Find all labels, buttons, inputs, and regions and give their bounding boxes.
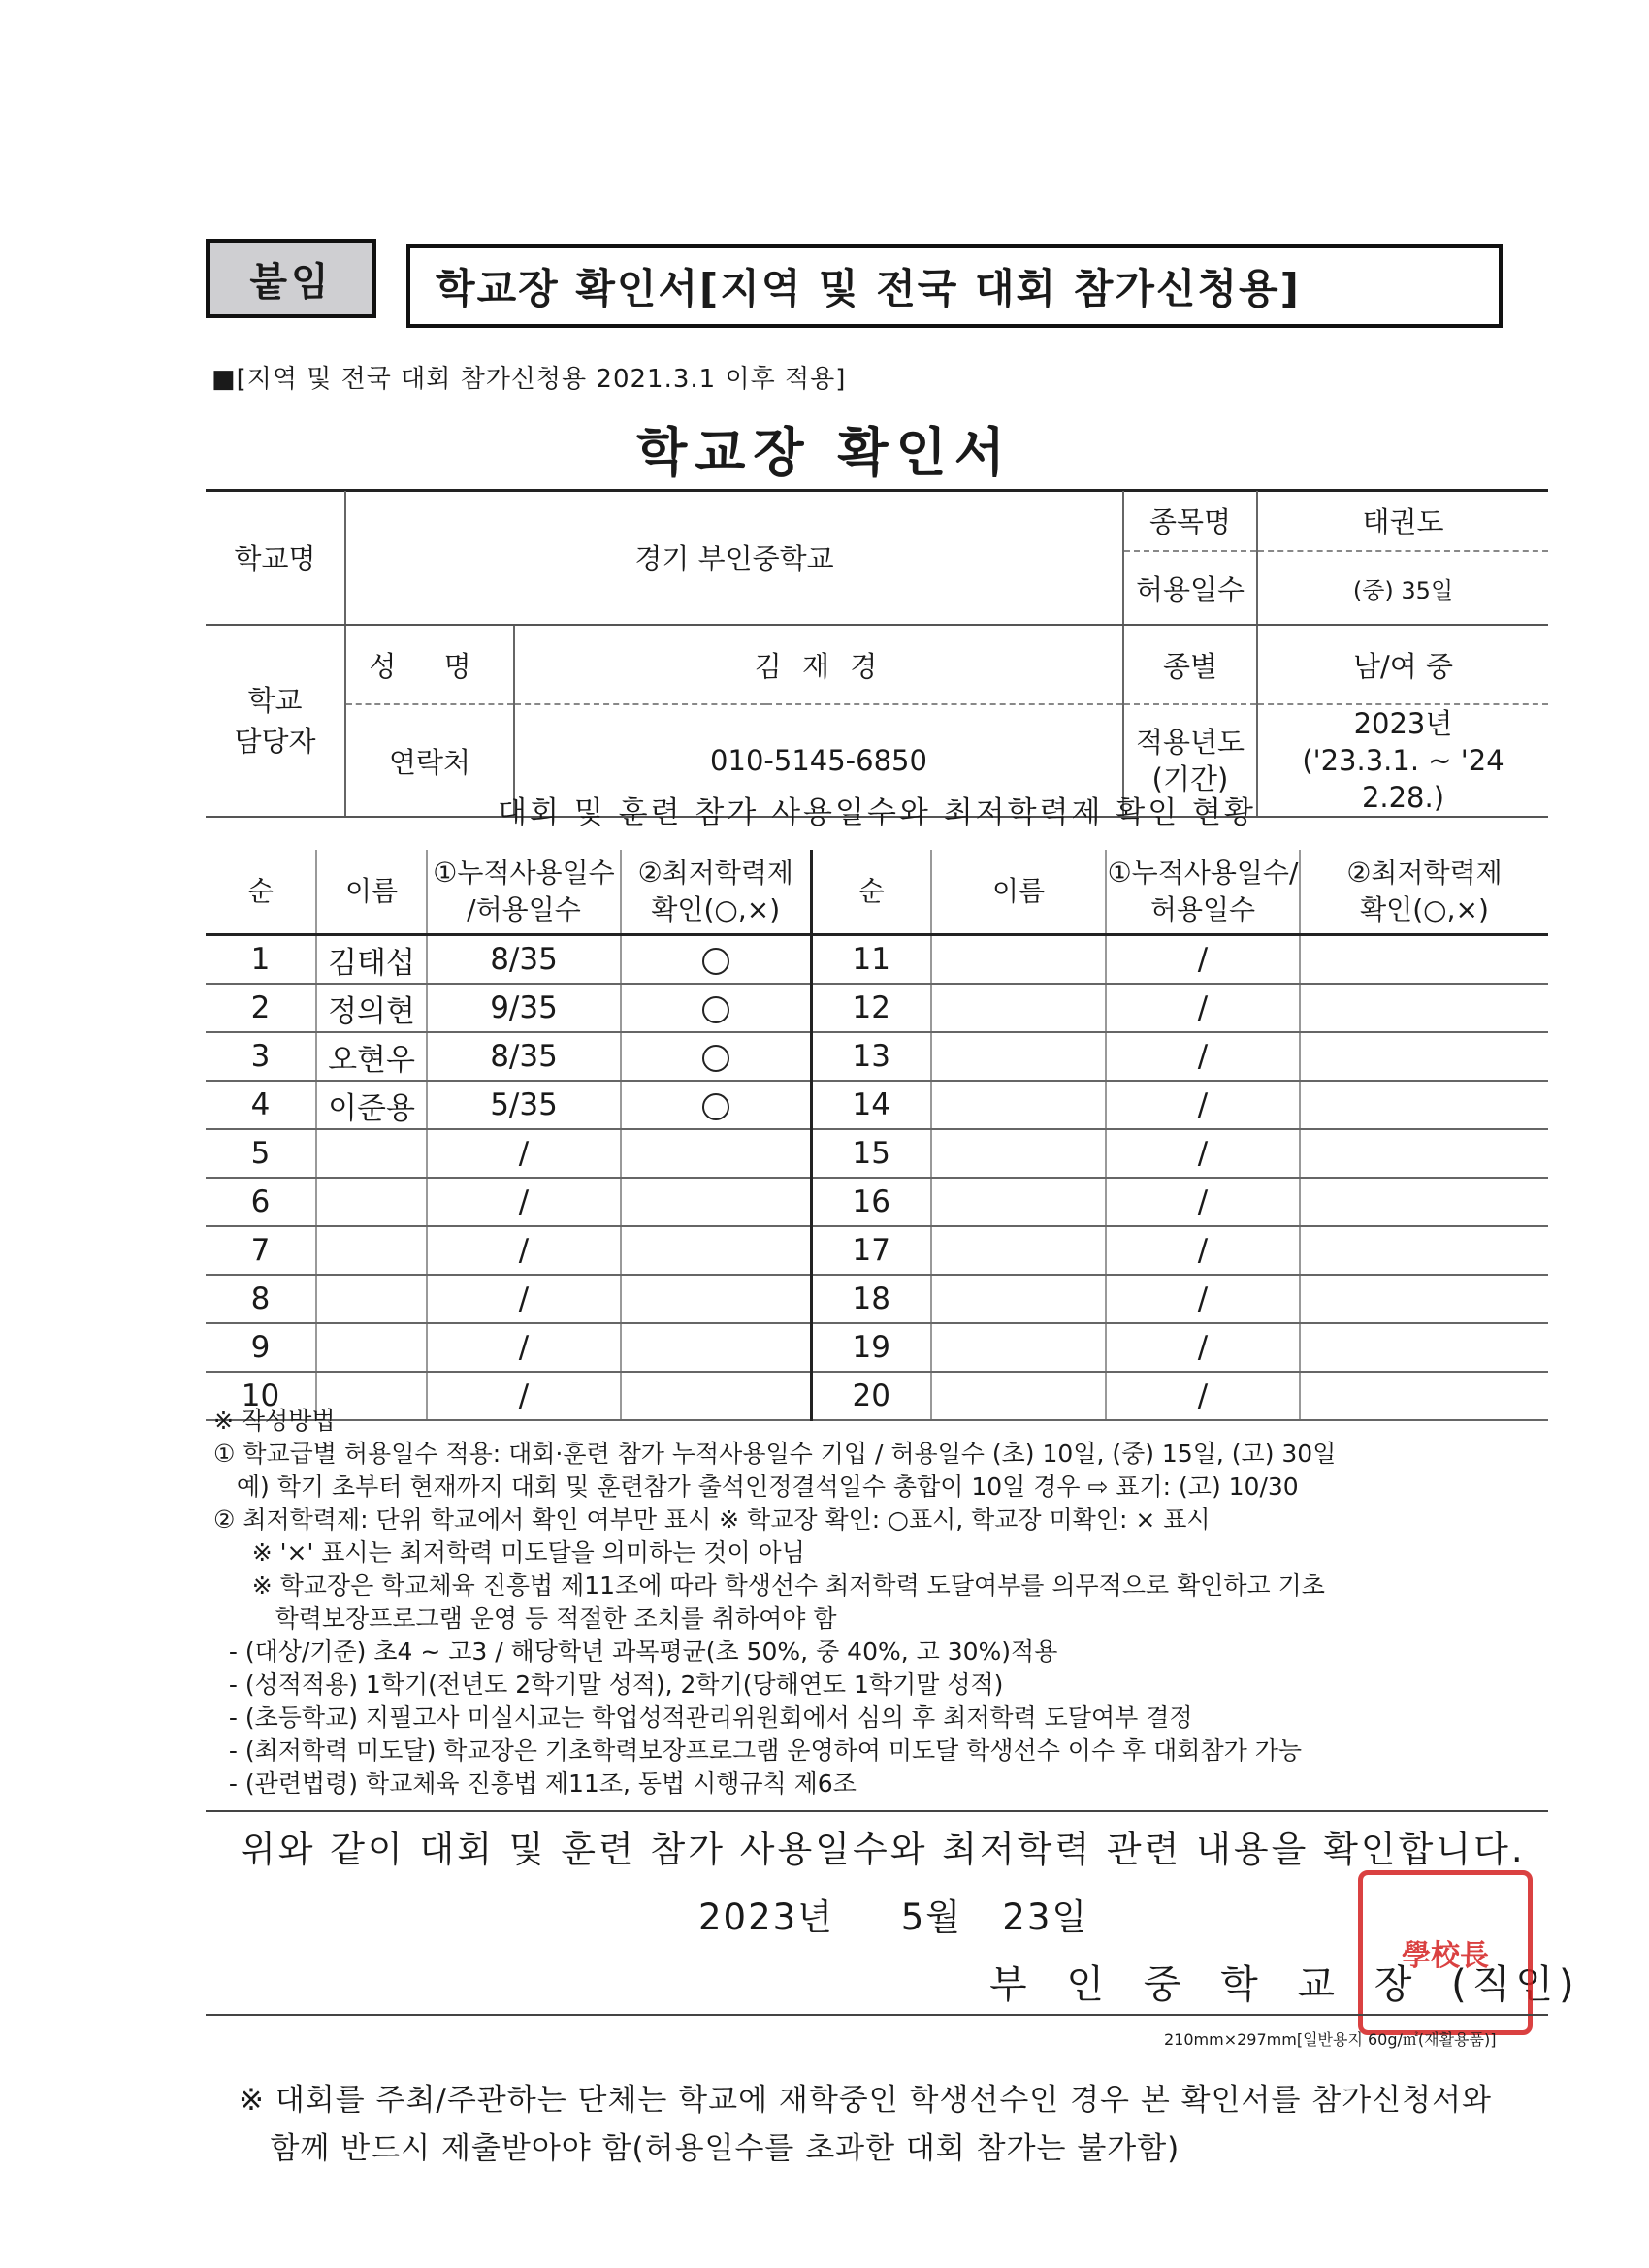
- row-no: 8: [206, 1275, 316, 1323]
- row-check: [621, 1226, 811, 1275]
- check-circle-icon: [702, 948, 729, 975]
- year-label: 적용년도 (기간): [1123, 704, 1257, 817]
- row-check-2: [1300, 1226, 1548, 1275]
- row-name: [316, 1226, 427, 1275]
- official-seal-stamp: [1358, 1870, 1533, 2035]
- row-no: 10: [206, 1372, 316, 1420]
- row-days: /: [427, 1323, 621, 1372]
- row-check: [621, 1129, 811, 1178]
- signer-title: 부 인 중 학 교 장: [989, 1962, 1426, 2007]
- row-check: [621, 935, 811, 985]
- row-check-2: [1300, 1032, 1548, 1081]
- row-days-2: /: [1106, 1323, 1300, 1372]
- row-name: 오현우: [316, 1032, 427, 1081]
- row-check: [621, 1178, 811, 1226]
- row-check-2: [1300, 935, 1548, 985]
- name-label: 성 명: [345, 625, 514, 704]
- gender-value: 남/여 중: [1257, 625, 1548, 704]
- row-no: 4: [206, 1081, 316, 1129]
- contact-label: 연락처: [345, 704, 514, 817]
- header-check-2: ②최저학력제 확인(○,×): [1300, 850, 1548, 935]
- header-days-2: ①누적사용일수/ 허용일수: [1106, 850, 1300, 935]
- participation-table: [206, 850, 1548, 1421]
- confirmation-date: 2023년 5월 23일: [698, 1896, 1089, 1938]
- table-header-row: [206, 850, 1548, 935]
- row-no-2: 13: [811, 1032, 931, 1081]
- row-check-2: [1300, 1275, 1548, 1323]
- row-days: /: [427, 1372, 621, 1420]
- form-title-box: 학교장 확인서[지역 및 전국 대회 참가신청용]: [406, 244, 1503, 328]
- manager-label: 학교 담당자: [206, 625, 345, 817]
- row-name-2: [931, 1275, 1106, 1323]
- row-name-2: [931, 1323, 1106, 1372]
- row-days-2: /: [1106, 1372, 1300, 1420]
- row-check: [621, 1032, 811, 1081]
- instruction-line: - (최저학력 미도달) 학교장은 기초학력보장프로그램 운영하여 미도달 학생선수 이수 후 대회참가 가능: [213, 1736, 1302, 1765]
- row-name: [316, 1129, 427, 1178]
- row-days: 8/35: [427, 935, 621, 985]
- instruction-line: 예) 학기 초부터 현재까지 대회 및 훈련참가 출석인정결석일수 총합이 10일 경우 ⇨ 표기: (고) 10/30: [213, 1473, 1299, 1501]
- attachment-tag: 붙임: [206, 239, 376, 318]
- confirmation-text: 위와 같이 대회 및 훈련 참가 사용일수와 최저학력 관련 내용을 확인합니다.: [241, 1829, 1526, 1870]
- instruction-line: ※ 작성방법: [213, 1407, 336, 1435]
- sport-value: 태권도: [1257, 491, 1548, 551]
- paper-spec: 210mm×297mm[일반용지 60g/㎡(재활용품)]: [1164, 2030, 1497, 2049]
- table-row: [206, 1323, 1548, 1372]
- row-check-2: [1300, 1129, 1548, 1178]
- writing-instructions: [213, 1405, 1552, 1800]
- row-no-2: 12: [811, 984, 931, 1032]
- notice-line: ■[지역 및 전국 대회 참가신청용 2021.3.1 이후 적용]: [211, 365, 847, 394]
- row-name-2: [931, 935, 1106, 985]
- instruction-line: - (초등학교) 지필고사 미실시교는 학업성적관리위원회에서 심의 후 최저학력 도달여부 결정: [213, 1703, 1193, 1732]
- instruction-line: - (관련법령) 학교체육 진흥법 제11조, 동법 시행규칙 제6조: [213, 1769, 857, 1798]
- check-circle-icon: [702, 996, 729, 1023]
- year-value: 2023년: [1353, 707, 1453, 740]
- row-name-2: [931, 1178, 1106, 1226]
- row-no: 1: [206, 935, 316, 985]
- row-no-2: 11: [811, 935, 931, 985]
- row-no-2: 20: [811, 1372, 931, 1420]
- contact-value: 010-5145-6850: [514, 704, 1123, 817]
- school-label: 학교명: [206, 491, 345, 625]
- period-value: ('23.3.1. ~ '24 2.28.): [1302, 744, 1504, 814]
- row-days-2: /: [1106, 1178, 1300, 1226]
- row-days-2: /: [1106, 935, 1300, 985]
- instruction-line: - (성적적용) 1학기(전년도 2학기말 성적), 2학기(당해연도 1학기말 성적): [213, 1670, 1004, 1699]
- table-row: [206, 1275, 1548, 1323]
- footer-line: ※ 대회를 주최/주관하는 단체는 학교에 재학중인 학생선수인 경우 본 확인서를 참가신청서와: [239, 2083, 1492, 2118]
- row-check: [621, 1081, 811, 1129]
- row-no-2: 16: [811, 1178, 931, 1226]
- row-no-2: 15: [811, 1129, 931, 1178]
- sport-label: 종목명: [1123, 491, 1257, 551]
- row-no-2: 19: [811, 1323, 931, 1372]
- allowed-days-label: 허용일수: [1123, 551, 1257, 625]
- school-value: 경기 부인중학교: [345, 491, 1123, 625]
- allowed-days-value: (중) 35일: [1257, 551, 1548, 625]
- row-days: 8/35: [427, 1032, 621, 1081]
- row-days: /: [427, 1178, 621, 1226]
- row-no: 9: [206, 1323, 316, 1372]
- row-days-2: /: [1106, 984, 1300, 1032]
- table-row: [206, 1081, 1548, 1129]
- row-days: 5/35: [427, 1081, 621, 1129]
- gender-label: 종별: [1123, 625, 1257, 704]
- check-circle-icon: [702, 1045, 729, 1072]
- row-days-2: /: [1106, 1275, 1300, 1323]
- row-name: 김태섭: [316, 935, 427, 985]
- instruction-line: 학력보장프로그램 운영 등 적절한 조치를 취하여야 함: [213, 1604, 837, 1633]
- row-name-2: [931, 1226, 1106, 1275]
- table-row: [206, 1129, 1548, 1178]
- row-check-2: [1300, 1081, 1548, 1129]
- row-days-2: /: [1106, 1226, 1300, 1275]
- row-name-2: [931, 1032, 1106, 1081]
- instruction-line: ① 학교급별 허용일수 적용: 대회·훈련 참가 누적사용일수 기입 / 허용일수 (초) 10일, (중) 15일, (고) 30일: [213, 1440, 1337, 1468]
- confirm-rule: [206, 1810, 1548, 1812]
- instruction-line: ② 최저학력제: 단위 학교에서 확인 여부만 표시 ※ 학교장 확인: ○표시, 학교장 미확인: × 표시: [213, 1506, 1211, 1534]
- bottom-rule: [206, 2014, 1548, 2016]
- row-days: /: [427, 1129, 621, 1178]
- row-no-2: 18: [811, 1275, 931, 1323]
- seal-lettering: 學校長: [1402, 1939, 1489, 1973]
- footer-note: [239, 2076, 1492, 2173]
- row-check-2: [1300, 1323, 1548, 1372]
- row-name: 정의현: [316, 984, 427, 1032]
- table-row: [206, 1178, 1548, 1226]
- footer-line: 함께 반드시 제출받아야 함(허용일수를 초과한 대회 참가는 불가함): [239, 2131, 1180, 2166]
- row-name: [316, 1178, 427, 1226]
- row-name: 이준용: [316, 1081, 427, 1129]
- table-row: [206, 1032, 1548, 1081]
- row-name: [316, 1275, 427, 1323]
- header-name: 이름: [316, 850, 427, 935]
- row-days-2: /: [1106, 1032, 1300, 1081]
- header-days: ①누적사용일수 /허용일수: [427, 850, 621, 935]
- table-row: [206, 935, 1548, 985]
- row-name: [316, 1323, 427, 1372]
- row-check: [621, 984, 811, 1032]
- instruction-line: ※ 학교장은 학교체육 진흥법 제11조에 따라 학생선수 최저학력 도달여부를 의무적으로 확인하고 기초: [213, 1571, 1325, 1600]
- header-check: ②최저학력제 확인(○,×): [621, 850, 811, 935]
- name-value: 김 재 경: [514, 625, 1123, 704]
- header-no-2: 순: [811, 850, 931, 935]
- row-no: 5: [206, 1129, 316, 1178]
- row-check: [621, 1323, 811, 1372]
- table-row: [206, 984, 1548, 1032]
- seal-mark-label: (직인): [1451, 1962, 1580, 2007]
- row-no: 7: [206, 1226, 316, 1275]
- row-days: /: [427, 1275, 621, 1323]
- row-no-2: 17: [811, 1226, 931, 1275]
- row-days: /: [427, 1226, 621, 1275]
- instruction-line: ※ '×' 표시는 최저학력 미도달을 의미하는 것이 아님: [213, 1539, 805, 1567]
- table-row: [206, 1226, 1548, 1275]
- row-name-2: [931, 1129, 1106, 1178]
- row-no-2: 14: [811, 1081, 931, 1129]
- instruction-line: - (대상/기준) 초4 ~ 고3 / 해당학년 과목평균(초 50%, 중 40%, 고 30%)적용: [213, 1637, 1058, 1666]
- check-circle-icon: [702, 1093, 729, 1120]
- header-name-2: 이름: [931, 850, 1106, 935]
- section-title: 대회 및 훈련 참가 사용일수와 최저학력제 확인 현황: [498, 795, 1256, 830]
- row-no: 2: [206, 984, 316, 1032]
- row-name-2: [931, 984, 1106, 1032]
- row-days-2: /: [1106, 1081, 1300, 1129]
- row-days: 9/35: [427, 984, 621, 1032]
- row-no: 6: [206, 1178, 316, 1226]
- row-name-2: [931, 1081, 1106, 1129]
- row-check: [621, 1275, 811, 1323]
- header-no: 순: [206, 850, 316, 935]
- info-table: [206, 491, 1548, 818]
- document-title: 학교장 확인서: [636, 422, 1013, 483]
- row-no: 3: [206, 1032, 316, 1081]
- row-check-2: [1300, 984, 1548, 1032]
- row-check-2: [1300, 1178, 1548, 1226]
- row-days-2: /: [1106, 1129, 1300, 1178]
